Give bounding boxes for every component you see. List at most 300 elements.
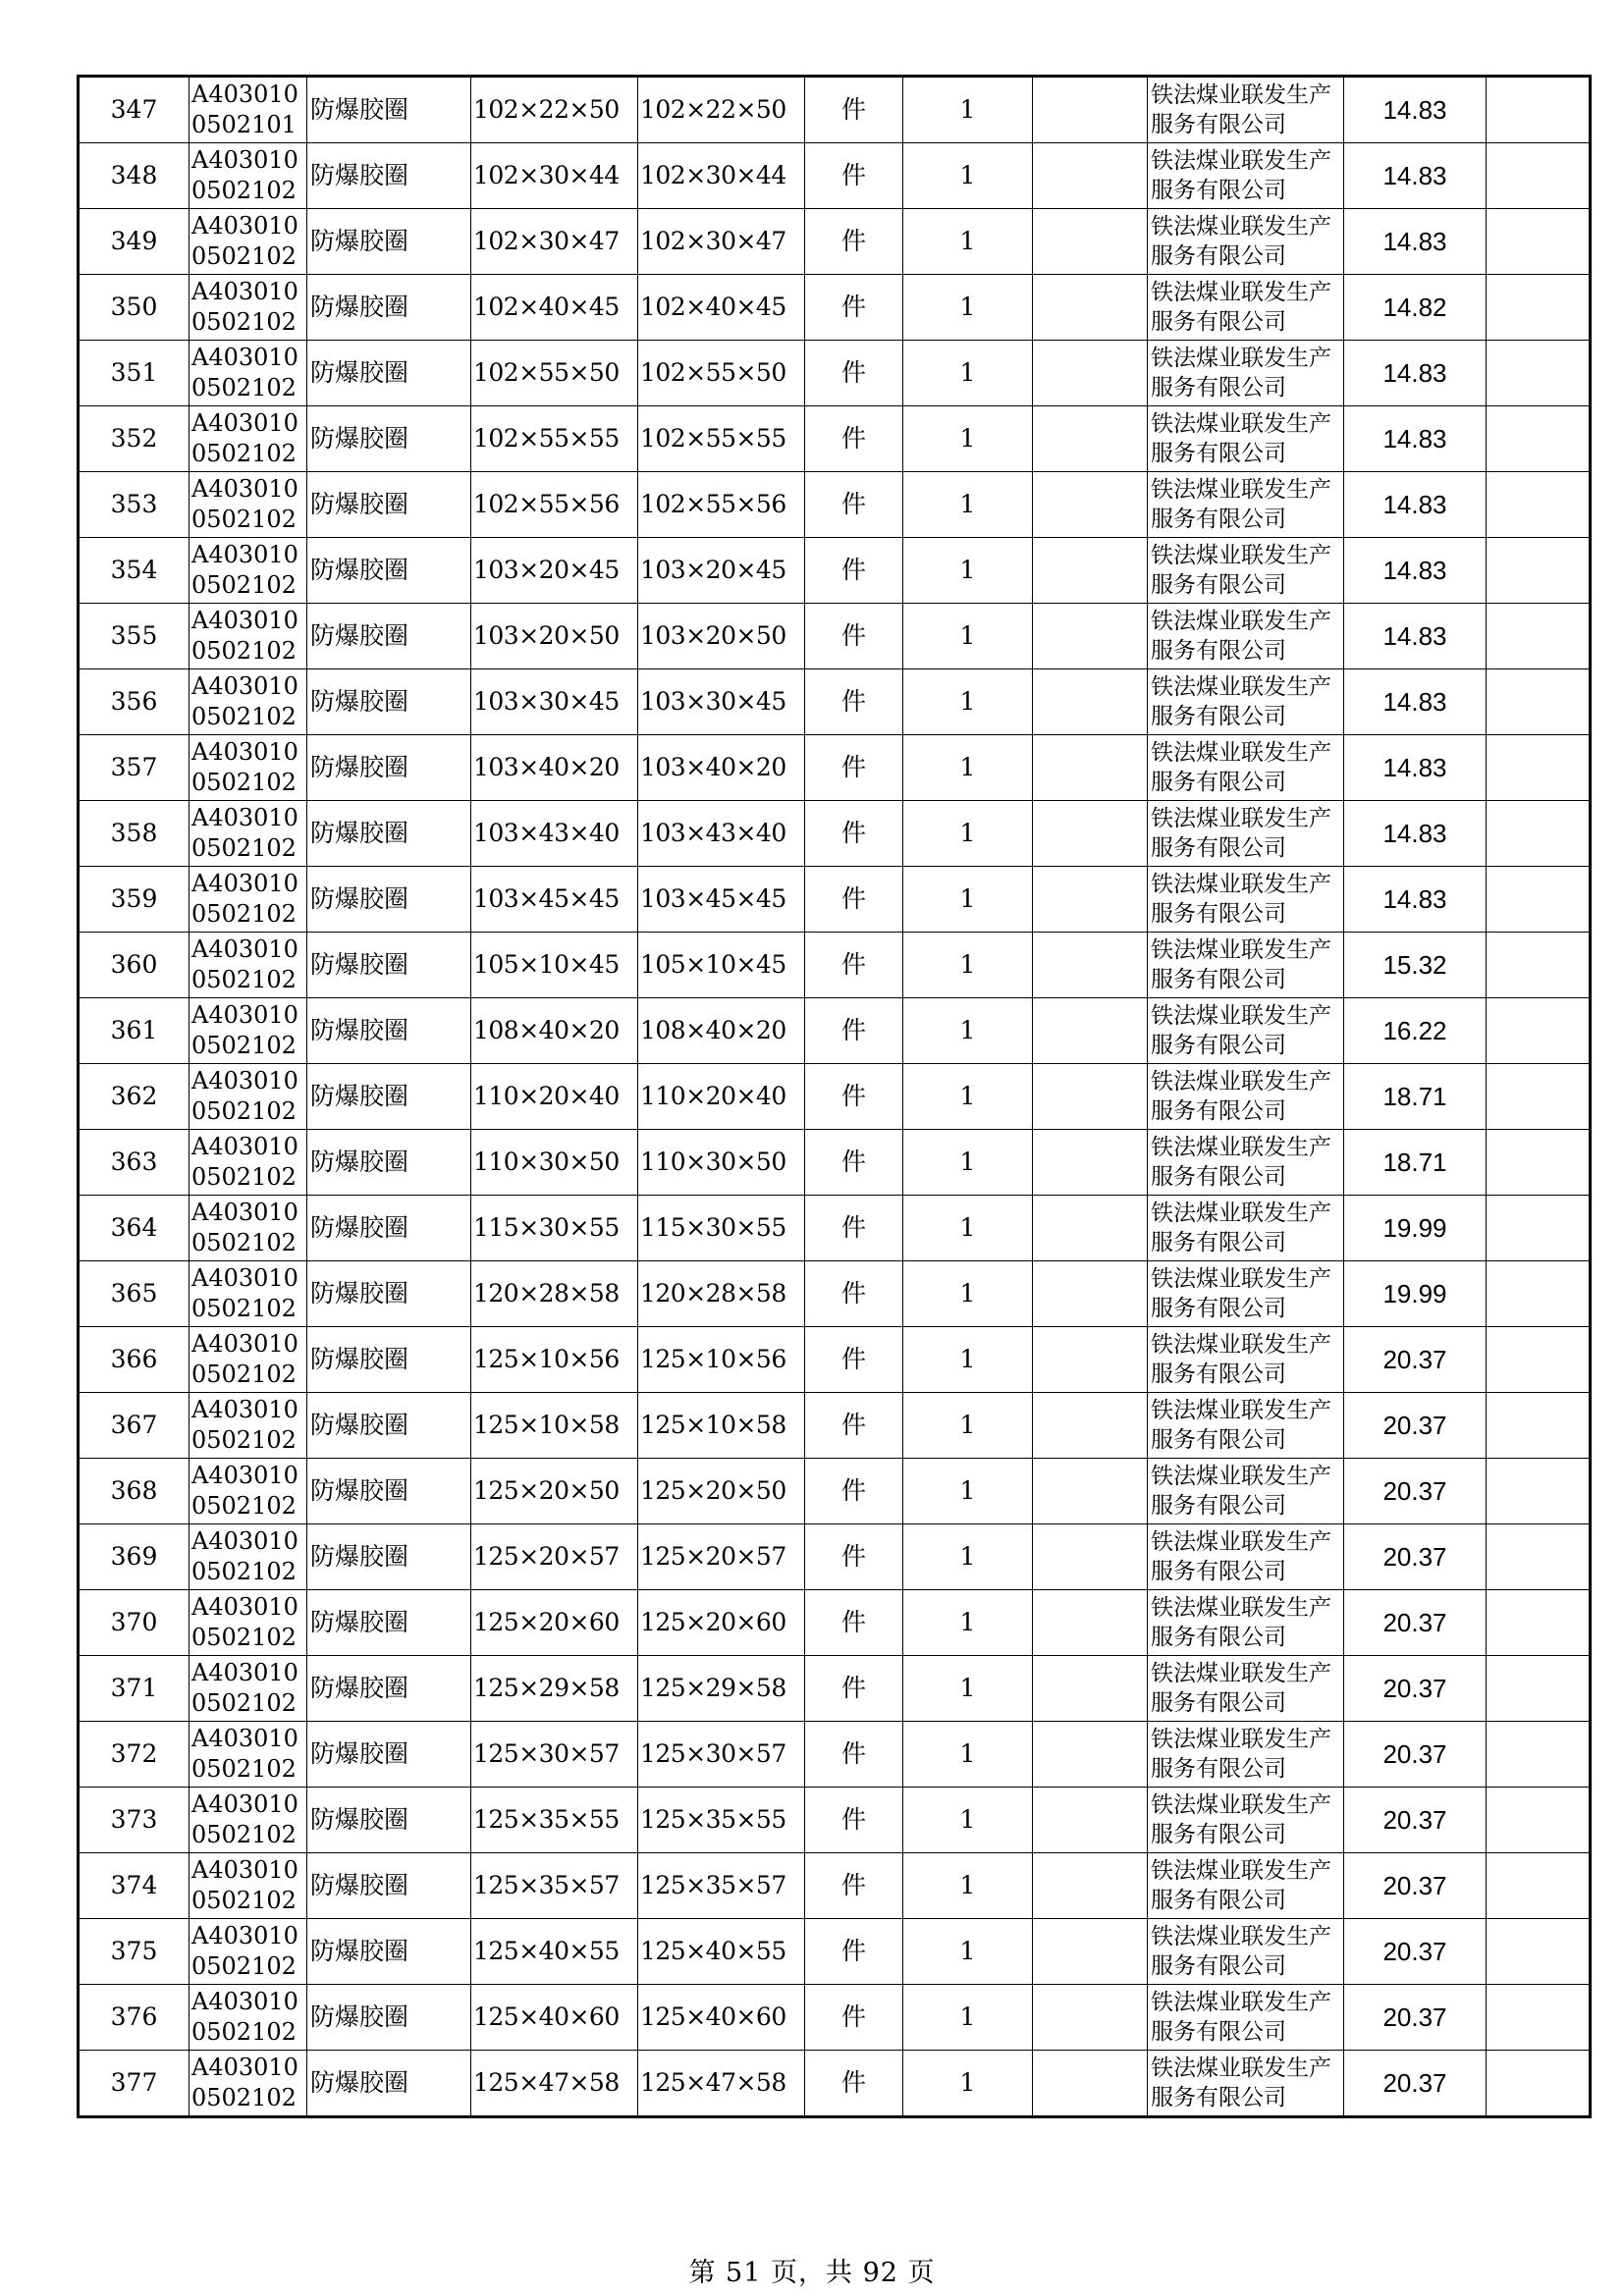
price-cell: 19.99 bbox=[1344, 1196, 1487, 1261]
row-number-cell: 369 bbox=[79, 1524, 189, 1590]
price-cell: 20.37 bbox=[1344, 1459, 1487, 1524]
material-code-cell: A4030100502102 bbox=[189, 1524, 307, 1590]
remark-cell bbox=[1033, 1130, 1148, 1196]
supplier-cell: 铁法煤业联发生产服务有限公司 bbox=[1148, 1656, 1344, 1722]
remark-cell bbox=[1033, 1985, 1148, 2051]
material-name-cell: 防爆胶圈 bbox=[307, 1524, 471, 1590]
quantity-cell: 1 bbox=[903, 209, 1033, 275]
unit-cell: 件 bbox=[805, 669, 903, 735]
model-cell: 103×40×20 bbox=[638, 735, 805, 801]
quantity-cell: 1 bbox=[903, 1130, 1033, 1196]
material-name-cell: 防爆胶圈 bbox=[307, 1261, 471, 1327]
specification-cell: 125×35×55 bbox=[471, 1788, 638, 1853]
model-cell: 103×20×45 bbox=[638, 538, 805, 604]
specification-cell: 110×20×40 bbox=[471, 1064, 638, 1130]
material-name-cell: 防爆胶圈 bbox=[307, 735, 471, 801]
model-cell: 125×47×58 bbox=[638, 2051, 805, 2117]
remark-cell bbox=[1033, 801, 1148, 867]
material-code-cell: A4030100502102 bbox=[189, 604, 307, 669]
price-cell: 20.37 bbox=[1344, 1393, 1487, 1459]
supplier-cell: 铁法煤业联发生产服务有限公司 bbox=[1148, 2051, 1344, 2117]
model-cell: 125×20×57 bbox=[638, 1524, 805, 1590]
model-cell: 110×30×50 bbox=[638, 1130, 805, 1196]
price-cell: 14.83 bbox=[1344, 867, 1487, 933]
unit-cell: 件 bbox=[805, 341, 903, 406]
material-code-cell: A4030100502102 bbox=[189, 735, 307, 801]
supplier-cell: 铁法煤业联发生产服务有限公司 bbox=[1148, 1130, 1344, 1196]
model-cell: 105×10×45 bbox=[638, 933, 805, 998]
table-row bbox=[79, 604, 1591, 669]
table-row bbox=[79, 341, 1591, 406]
quantity-cell: 1 bbox=[903, 1524, 1033, 1590]
quantity-cell: 1 bbox=[903, 538, 1033, 604]
remark-cell bbox=[1033, 1590, 1148, 1656]
remark-cell bbox=[1033, 1327, 1148, 1393]
remark-cell bbox=[1033, 1459, 1148, 1524]
supplier-cell: 铁法煤业联发生产服务有限公司 bbox=[1148, 209, 1344, 275]
remark-cell bbox=[1033, 1722, 1148, 1788]
material-name-cell: 防爆胶圈 bbox=[307, 538, 471, 604]
model-cell: 125×10×56 bbox=[638, 1327, 805, 1393]
extra-cell bbox=[1487, 1853, 1591, 1919]
quantity-cell: 1 bbox=[903, 1327, 1033, 1393]
remark-cell bbox=[1033, 1919, 1148, 1985]
model-cell: 102×55×50 bbox=[638, 341, 805, 406]
material-name-cell: 防爆胶圈 bbox=[307, 1656, 471, 1722]
table-row bbox=[79, 1656, 1591, 1722]
remark-cell bbox=[1033, 1853, 1148, 1919]
price-cell: 20.37 bbox=[1344, 2051, 1487, 2117]
model-cell: 115×30×55 bbox=[638, 1196, 805, 1261]
extra-cell bbox=[1487, 1064, 1591, 1130]
row-number-cell: 372 bbox=[79, 1722, 189, 1788]
extra-cell bbox=[1487, 669, 1591, 735]
table-row bbox=[79, 1130, 1591, 1196]
specification-cell: 102×55×50 bbox=[471, 341, 638, 406]
unit-cell: 件 bbox=[805, 1590, 903, 1656]
quantity-cell: 1 bbox=[903, 406, 1033, 472]
quantity-cell: 1 bbox=[903, 2051, 1033, 2117]
unit-cell: 件 bbox=[805, 1656, 903, 1722]
supplier-cell: 铁法煤业联发生产服务有限公司 bbox=[1148, 1459, 1344, 1524]
extra-cell bbox=[1487, 1459, 1591, 1524]
row-number-cell: 371 bbox=[79, 1656, 189, 1722]
supplier-cell: 铁法煤业联发生产服务有限公司 bbox=[1148, 1722, 1344, 1788]
specification-cell: 125×20×57 bbox=[471, 1524, 638, 1590]
extra-cell bbox=[1487, 735, 1591, 801]
table-row bbox=[79, 1853, 1591, 1919]
quantity-cell: 1 bbox=[903, 669, 1033, 735]
row-number-cell: 350 bbox=[79, 275, 189, 341]
unit-cell: 件 bbox=[805, 604, 903, 669]
material-code-cell: A4030100502102 bbox=[189, 669, 307, 735]
row-number-cell: 347 bbox=[79, 77, 189, 143]
extra-cell bbox=[1487, 1393, 1591, 1459]
remark-cell bbox=[1033, 143, 1148, 209]
material-name-cell: 防爆胶圈 bbox=[307, 1064, 471, 1130]
unit-cell: 件 bbox=[805, 1985, 903, 2051]
supplier-cell: 铁法煤业联发生产服务有限公司 bbox=[1148, 1788, 1344, 1853]
supplier-cell: 铁法煤业联发生产服务有限公司 bbox=[1148, 1919, 1344, 1985]
price-cell: 20.37 bbox=[1344, 1327, 1487, 1393]
price-cell: 20.37 bbox=[1344, 1590, 1487, 1656]
material-code-cell: A4030100502102 bbox=[189, 1130, 307, 1196]
material-code-cell: A4030100502102 bbox=[189, 1919, 307, 1985]
supplier-cell: 铁法煤业联发生产服务有限公司 bbox=[1148, 406, 1344, 472]
quantity-cell: 1 bbox=[903, 1919, 1033, 1985]
supplier-cell: 铁法煤业联发生产服务有限公司 bbox=[1148, 604, 1344, 669]
row-number-cell: 354 bbox=[79, 538, 189, 604]
specification-cell: 102×30×47 bbox=[471, 209, 638, 275]
quantity-cell: 1 bbox=[903, 867, 1033, 933]
table-row bbox=[79, 275, 1591, 341]
quantity-cell: 1 bbox=[903, 143, 1033, 209]
unit-cell: 件 bbox=[805, 735, 903, 801]
material-code-cell: A4030100502102 bbox=[189, 1722, 307, 1788]
table-row bbox=[79, 1393, 1591, 1459]
price-cell: 14.83 bbox=[1344, 406, 1487, 472]
quantity-cell: 1 bbox=[903, 1064, 1033, 1130]
price-cell: 14.83 bbox=[1344, 209, 1487, 275]
material-code-cell: A4030100502102 bbox=[189, 1985, 307, 2051]
material-name-cell: 防爆胶圈 bbox=[307, 77, 471, 143]
unit-cell: 件 bbox=[805, 1064, 903, 1130]
model-cell: 125×35×57 bbox=[638, 1853, 805, 1919]
price-cell: 15.32 bbox=[1344, 933, 1487, 998]
unit-cell: 件 bbox=[805, 1130, 903, 1196]
material-name-cell: 防爆胶圈 bbox=[307, 341, 471, 406]
specification-cell: 103×20×45 bbox=[471, 538, 638, 604]
quantity-cell: 1 bbox=[903, 1590, 1033, 1656]
unit-cell: 件 bbox=[805, 143, 903, 209]
quantity-cell: 1 bbox=[903, 1459, 1033, 1524]
table-row bbox=[79, 933, 1591, 998]
table-row bbox=[79, 143, 1591, 209]
model-cell: 102×55×56 bbox=[638, 472, 805, 538]
unit-cell: 件 bbox=[805, 1261, 903, 1327]
quantity-cell: 1 bbox=[903, 1656, 1033, 1722]
table-row bbox=[79, 801, 1591, 867]
material-code-cell: A4030100502102 bbox=[189, 1393, 307, 1459]
table-row bbox=[79, 867, 1591, 933]
specification-cell: 102×55×56 bbox=[471, 472, 638, 538]
model-cell: 125×40×55 bbox=[638, 1919, 805, 1985]
unit-cell: 件 bbox=[805, 998, 903, 1064]
material-name-cell: 防爆胶圈 bbox=[307, 604, 471, 669]
model-cell: 108×40×20 bbox=[638, 998, 805, 1064]
table-row bbox=[79, 1788, 1591, 1853]
quantity-cell: 1 bbox=[903, 933, 1033, 998]
material-name-cell: 防爆胶圈 bbox=[307, 1722, 471, 1788]
material-name-cell: 防爆胶圈 bbox=[307, 406, 471, 472]
material-name-cell: 防爆胶圈 bbox=[307, 867, 471, 933]
price-cell: 14.83 bbox=[1344, 472, 1487, 538]
remark-cell bbox=[1033, 209, 1148, 275]
material-code-cell: A4030100502102 bbox=[189, 1327, 307, 1393]
model-cell: 102×22×50 bbox=[638, 77, 805, 143]
material-code-cell: A4030100502102 bbox=[189, 2051, 307, 2117]
price-cell: 20.37 bbox=[1344, 1788, 1487, 1853]
row-number-cell: 363 bbox=[79, 1130, 189, 1196]
specification-cell: 125×20×60 bbox=[471, 1590, 638, 1656]
supplier-cell: 铁法煤业联发生产服务有限公司 bbox=[1148, 472, 1344, 538]
table-row bbox=[79, 1459, 1591, 1524]
material-name-cell: 防爆胶圈 bbox=[307, 209, 471, 275]
material-name-cell: 防爆胶圈 bbox=[307, 669, 471, 735]
remark-cell bbox=[1033, 1524, 1148, 1590]
price-cell: 14.83 bbox=[1344, 604, 1487, 669]
row-number-cell: 376 bbox=[79, 1985, 189, 2051]
row-number-cell: 358 bbox=[79, 801, 189, 867]
quantity-cell: 1 bbox=[903, 998, 1033, 1064]
material-name-cell: 防爆胶圈 bbox=[307, 2051, 471, 2117]
table-row bbox=[79, 1196, 1591, 1261]
extra-cell bbox=[1487, 1788, 1591, 1853]
remark-cell bbox=[1033, 998, 1148, 1064]
remark-cell bbox=[1033, 1064, 1148, 1130]
table-row bbox=[79, 1327, 1591, 1393]
remark-cell bbox=[1033, 275, 1148, 341]
unit-cell: 件 bbox=[805, 77, 903, 143]
row-number-cell: 368 bbox=[79, 1459, 189, 1524]
material-name-cell: 防爆胶圈 bbox=[307, 275, 471, 341]
model-cell: 125×20×60 bbox=[638, 1590, 805, 1656]
unit-cell: 件 bbox=[805, 933, 903, 998]
table-row bbox=[79, 1524, 1591, 1590]
price-cell: 20.37 bbox=[1344, 1524, 1487, 1590]
specification-cell: 125×10×58 bbox=[471, 1393, 638, 1459]
unit-cell: 件 bbox=[805, 2051, 903, 2117]
material-name-cell: 防爆胶圈 bbox=[307, 143, 471, 209]
extra-cell bbox=[1487, 604, 1591, 669]
material-name-cell: 防爆胶圈 bbox=[307, 1590, 471, 1656]
model-cell: 125×35×55 bbox=[638, 1788, 805, 1853]
unit-cell: 件 bbox=[805, 1919, 903, 1985]
specification-cell: 102×30×44 bbox=[471, 143, 638, 209]
model-cell: 125×30×57 bbox=[638, 1722, 805, 1788]
supplier-cell: 铁法煤业联发生产服务有限公司 bbox=[1148, 1590, 1344, 1656]
quantity-cell: 1 bbox=[903, 604, 1033, 669]
supplier-cell: 铁法煤业联发生产服务有限公司 bbox=[1148, 867, 1344, 933]
row-number-cell: 362 bbox=[79, 1064, 189, 1130]
specification-cell: 103×43×40 bbox=[471, 801, 638, 867]
supplier-cell: 铁法煤业联发生产服务有限公司 bbox=[1148, 538, 1344, 604]
supplier-cell: 铁法煤业联发生产服务有限公司 bbox=[1148, 1985, 1344, 2051]
specification-cell: 102×55×55 bbox=[471, 406, 638, 472]
remark-cell bbox=[1033, 1393, 1148, 1459]
model-cell: 110×20×40 bbox=[638, 1064, 805, 1130]
row-number-cell: 357 bbox=[79, 735, 189, 801]
quantity-cell: 1 bbox=[903, 1853, 1033, 1919]
table-row bbox=[79, 209, 1591, 275]
table-row bbox=[79, 1261, 1591, 1327]
extra-cell bbox=[1487, 143, 1591, 209]
model-cell: 102×55×55 bbox=[638, 406, 805, 472]
unit-cell: 件 bbox=[805, 1788, 903, 1853]
extra-cell bbox=[1487, 341, 1591, 406]
remark-cell bbox=[1033, 735, 1148, 801]
extra-cell bbox=[1487, 77, 1591, 143]
extra-cell bbox=[1487, 1130, 1591, 1196]
table-row bbox=[79, 1919, 1591, 1985]
specification-cell: 125×20×50 bbox=[471, 1459, 638, 1524]
extra-cell bbox=[1487, 1524, 1591, 1590]
specification-cell: 103×20×50 bbox=[471, 604, 638, 669]
row-number-cell: 349 bbox=[79, 209, 189, 275]
extra-cell bbox=[1487, 1261, 1591, 1327]
unit-cell: 件 bbox=[805, 209, 903, 275]
supplier-cell: 铁法煤业联发生产服务有限公司 bbox=[1148, 1064, 1344, 1130]
remark-cell bbox=[1033, 2051, 1148, 2117]
table-row bbox=[79, 472, 1591, 538]
material-code-cell: A4030100502102 bbox=[189, 1853, 307, 1919]
specification-cell: 108×40×20 bbox=[471, 998, 638, 1064]
remark-cell bbox=[1033, 77, 1148, 143]
price-cell: 14.83 bbox=[1344, 669, 1487, 735]
page-footer: 第 51 页，共 92 页 bbox=[688, 2258, 936, 2288]
material-name-cell: 防爆胶圈 bbox=[307, 1393, 471, 1459]
price-cell: 14.83 bbox=[1344, 801, 1487, 867]
material-code-cell: A4030100502102 bbox=[189, 1261, 307, 1327]
quantity-cell: 1 bbox=[903, 1985, 1033, 2051]
extra-cell bbox=[1487, 1656, 1591, 1722]
unit-cell: 件 bbox=[805, 1722, 903, 1788]
supplier-cell: 铁法煤业联发生产服务有限公司 bbox=[1148, 735, 1344, 801]
row-number-cell: 355 bbox=[79, 604, 189, 669]
model-cell: 103×43×40 bbox=[638, 801, 805, 867]
material-code-cell: A4030100502102 bbox=[189, 933, 307, 998]
specification-cell: 103×30×45 bbox=[471, 669, 638, 735]
material-name-cell: 防爆胶圈 bbox=[307, 1130, 471, 1196]
price-cell: 14.83 bbox=[1344, 77, 1487, 143]
table-row bbox=[79, 1590, 1591, 1656]
remark-cell bbox=[1033, 472, 1148, 538]
supplier-cell: 铁法煤业联发生产服务有限公司 bbox=[1148, 341, 1344, 406]
unit-cell: 件 bbox=[805, 472, 903, 538]
material-code-cell: A4030100502102 bbox=[189, 472, 307, 538]
table-body bbox=[79, 77, 1591, 2117]
row-number-cell: 377 bbox=[79, 2051, 189, 2117]
quantity-cell: 1 bbox=[903, 1722, 1033, 1788]
material-name-cell: 防爆胶圈 bbox=[307, 1327, 471, 1393]
row-number-cell: 356 bbox=[79, 669, 189, 735]
material-name-cell: 防爆胶圈 bbox=[307, 472, 471, 538]
extra-cell bbox=[1487, 275, 1591, 341]
model-cell: 125×29×58 bbox=[638, 1656, 805, 1722]
supplier-cell: 铁法煤业联发生产服务有限公司 bbox=[1148, 669, 1344, 735]
extra-cell bbox=[1487, 1985, 1591, 2051]
material-name-cell: 防爆胶圈 bbox=[307, 1788, 471, 1853]
supplier-cell: 铁法煤业联发生产服务有限公司 bbox=[1148, 1853, 1344, 1919]
table-row bbox=[79, 406, 1591, 472]
table-row bbox=[79, 2051, 1591, 2117]
table-row bbox=[79, 1985, 1591, 2051]
price-cell: 14.83 bbox=[1344, 735, 1487, 801]
material-name-cell: 防爆胶圈 bbox=[307, 1196, 471, 1261]
quantity-cell: 1 bbox=[903, 1788, 1033, 1853]
material-name-cell: 防爆胶圈 bbox=[307, 1985, 471, 2051]
quantity-cell: 1 bbox=[903, 735, 1033, 801]
specification-cell: 115×30×55 bbox=[471, 1196, 638, 1261]
remark-cell bbox=[1033, 867, 1148, 933]
unit-cell: 件 bbox=[805, 1393, 903, 1459]
unit-cell: 件 bbox=[805, 406, 903, 472]
row-number-cell: 352 bbox=[79, 406, 189, 472]
extra-cell bbox=[1487, 209, 1591, 275]
price-cell: 19.99 bbox=[1344, 1261, 1487, 1327]
remark-cell bbox=[1033, 669, 1148, 735]
row-number-cell: 367 bbox=[79, 1393, 189, 1459]
price-cell: 16.22 bbox=[1344, 998, 1487, 1064]
row-number-cell: 365 bbox=[79, 1261, 189, 1327]
price-cell: 20.37 bbox=[1344, 1722, 1487, 1788]
row-number-cell: 364 bbox=[79, 1196, 189, 1261]
material-code-cell: A4030100502102 bbox=[189, 275, 307, 341]
model-cell: 103×20×50 bbox=[638, 604, 805, 669]
price-list-table bbox=[77, 75, 1592, 2118]
extra-cell bbox=[1487, 1327, 1591, 1393]
quantity-cell: 1 bbox=[903, 472, 1033, 538]
material-code-cell: A4030100502102 bbox=[189, 406, 307, 472]
extra-cell bbox=[1487, 933, 1591, 998]
row-number-cell: 348 bbox=[79, 143, 189, 209]
supplier-cell: 铁法煤业联发生产服务有限公司 bbox=[1148, 275, 1344, 341]
material-name-cell: 防爆胶圈 bbox=[307, 998, 471, 1064]
model-cell: 103×45×45 bbox=[638, 867, 805, 933]
price-cell: 18.71 bbox=[1344, 1130, 1487, 1196]
extra-cell bbox=[1487, 998, 1591, 1064]
table-row bbox=[79, 77, 1591, 143]
price-cell: 14.83 bbox=[1344, 538, 1487, 604]
extra-cell bbox=[1487, 538, 1591, 604]
material-code-cell: A4030100502102 bbox=[189, 538, 307, 604]
table-row bbox=[79, 538, 1591, 604]
supplier-cell: 铁法煤业联发生产服务有限公司 bbox=[1148, 1393, 1344, 1459]
table-row bbox=[79, 1064, 1591, 1130]
row-number-cell: 360 bbox=[79, 933, 189, 998]
row-number-cell: 353 bbox=[79, 472, 189, 538]
unit-cell: 件 bbox=[805, 801, 903, 867]
specification-cell: 105×10×45 bbox=[471, 933, 638, 998]
material-code-cell: A4030100502102 bbox=[189, 998, 307, 1064]
material-code-cell: A4030100502102 bbox=[189, 867, 307, 933]
quantity-cell: 1 bbox=[903, 1393, 1033, 1459]
specification-cell: 125×30×57 bbox=[471, 1722, 638, 1788]
supplier-cell: 铁法煤业联发生产服务有限公司 bbox=[1148, 801, 1344, 867]
supplier-cell: 铁法煤业联发生产服务有限公司 bbox=[1148, 1327, 1344, 1393]
supplier-cell: 铁法煤业联发生产服务有限公司 bbox=[1148, 77, 1344, 143]
model-cell: 125×40×60 bbox=[638, 1985, 805, 2051]
price-cell: 14.83 bbox=[1344, 143, 1487, 209]
table-row bbox=[79, 735, 1591, 801]
material-name-cell: 防爆胶圈 bbox=[307, 1919, 471, 1985]
unit-cell: 件 bbox=[805, 275, 903, 341]
specification-cell: 125×40×60 bbox=[471, 1985, 638, 2051]
row-number-cell: 351 bbox=[79, 341, 189, 406]
specification-cell: 102×40×45 bbox=[471, 275, 638, 341]
row-number-cell: 361 bbox=[79, 998, 189, 1064]
quantity-cell: 1 bbox=[903, 341, 1033, 406]
specification-cell: 120×28×58 bbox=[471, 1261, 638, 1327]
supplier-cell: 铁法煤业联发生产服务有限公司 bbox=[1148, 1196, 1344, 1261]
quantity-cell: 1 bbox=[903, 1196, 1033, 1261]
price-cell: 14.83 bbox=[1344, 341, 1487, 406]
material-name-cell: 防爆胶圈 bbox=[307, 1853, 471, 1919]
quantity-cell: 1 bbox=[903, 77, 1033, 143]
extra-cell bbox=[1487, 801, 1591, 867]
remark-cell bbox=[1033, 1788, 1148, 1853]
table-row bbox=[79, 669, 1591, 735]
